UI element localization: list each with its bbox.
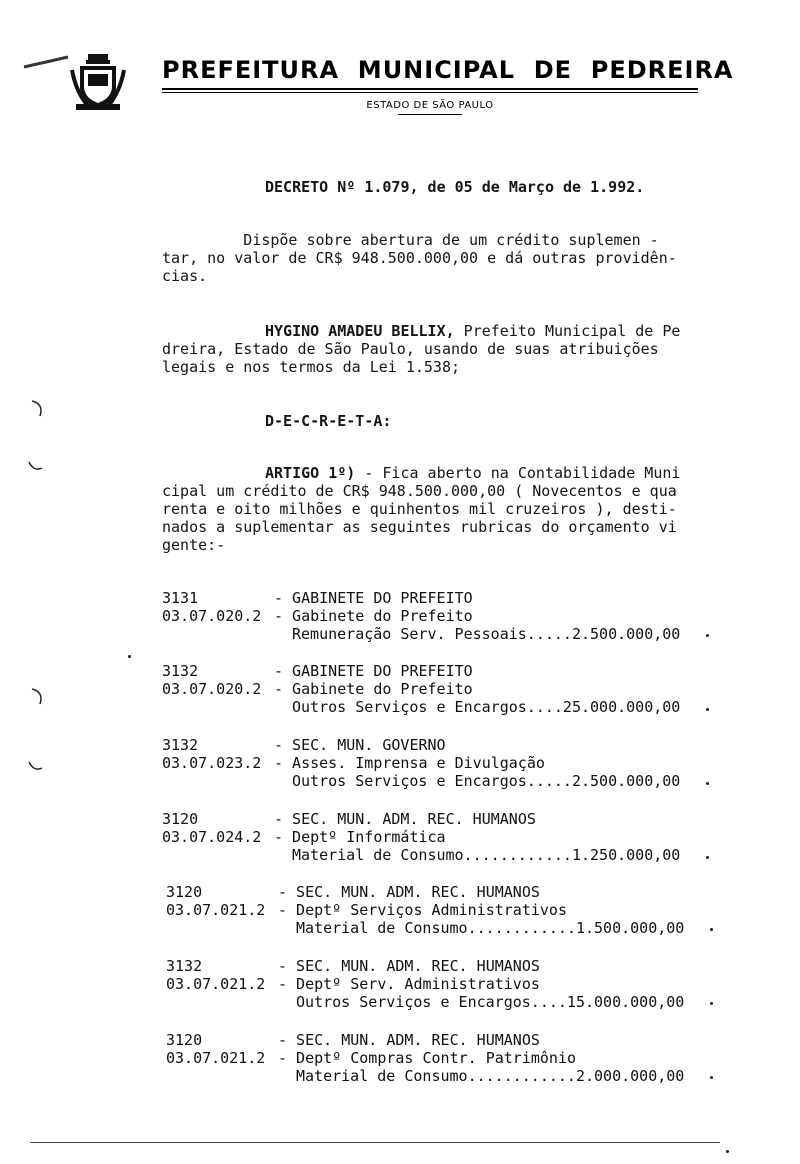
rubric-code: 3120	[166, 1031, 203, 1049]
rubric-1	[162, 589, 722, 643]
mayor-name: HYGINO AMADEU BELLIX,	[265, 322, 455, 340]
rubric-code: 3132	[162, 736, 199, 754]
summary-line-1: Dispõe sobre abertura de um crédito suplemen -	[162, 231, 659, 249]
rubric-2	[162, 662, 722, 716]
rubric-7	[166, 1031, 726, 1085]
letterhead-state-underline	[398, 114, 462, 115]
speck	[128, 655, 131, 658]
rubric-item: Outros Serviços e Encargos.....2.500.000,00	[292, 772, 681, 790]
preamble-line-2: dreira, Estado de São Paulo, usando de suas atribuições	[162, 340, 659, 358]
preamble-line-3: legais e nos termos da Lei 1.538;	[162, 358, 461, 376]
speck	[706, 708, 709, 711]
rubric-code: 3132	[166, 957, 203, 975]
rubric-item: Outros Serviços e Encargos....15.000.000,00	[296, 993, 685, 1011]
rubric-item: Material de Consumo............1.500.000,00	[296, 919, 685, 937]
speck	[706, 782, 709, 785]
rubric-program: 03.07.021.2	[166, 1049, 266, 1067]
rubric-unit: - SEC. MUN. ADM. REC. HUMANOS	[278, 1031, 540, 1049]
preamble-line-1: Prefeito Municipal de Pe	[454, 322, 681, 340]
article-first-line	[265, 464, 680, 482]
punch-hole-mark-icon	[28, 398, 48, 420]
speck	[726, 1150, 729, 1153]
rubric-unit: - GABINETE DO PREFEITO	[274, 589, 473, 607]
rubric-activity: - Deptº Informática	[274, 828, 446, 846]
letterhead-state: ESTADO DE SÃO PAULO	[366, 100, 494, 111]
summary-line-3: cias.	[162, 267, 208, 285]
decreta-heading: D-E-C-R-E-T-A:	[265, 412, 392, 430]
rubric-program: 03.07.024.2	[162, 828, 262, 846]
article-line-5: gente:-	[162, 536, 226, 554]
rubric-code: 3132	[162, 662, 199, 680]
rubric-program: 03.07.020.2	[162, 607, 262, 625]
preamble-first-line	[265, 322, 680, 340]
speck	[706, 634, 709, 637]
speck	[710, 1076, 713, 1079]
rubric-unit: - GABINETE DO PREFEITO	[274, 662, 473, 680]
rubric-item: Outros Serviços e Encargos....25.000.000,00	[292, 698, 681, 716]
rubric-4	[162, 810, 722, 864]
rubric-code: 3131	[162, 589, 199, 607]
rubric-5	[166, 883, 726, 937]
rubric-activity: - Asses. Imprensa e Divulgação	[274, 754, 545, 772]
rubric-program: 03.07.021.2	[166, 901, 266, 919]
summary-line-2: tar, no valor de CR$ 948.500.000,00 e dá outras providên-	[162, 249, 677, 267]
article-line-1: - Fica aberto na Contabilidade Muni	[355, 464, 681, 482]
punch-hole-mark-icon	[28, 686, 48, 708]
punch-hole-mark-icon	[26, 458, 46, 474]
rubric-activity: - Gabinete do Prefeito	[274, 607, 473, 625]
decree-title: DECRETO Nº 1.079, de 05 de Março de 1.992.	[265, 178, 645, 196]
rubric-6	[166, 957, 726, 1011]
coat-of-arms-icon	[70, 52, 126, 112]
pen-mark-icon	[22, 55, 72, 69]
article-line-2: cipal um crédito de CR$ 948.500.000,00 ( Novecentos e qua	[162, 482, 677, 500]
article-line-4: nados a suplementar as seguintes rubricas do orçamento vi	[162, 518, 677, 536]
letterhead-title: PREFEITURA MUNICIPAL DE PEDREIRA	[162, 56, 734, 84]
rubric-program: 03.07.020.2	[162, 680, 262, 698]
rubric-item: Remuneração Serv. Pessoais.....2.500.000,00	[292, 625, 681, 643]
letterhead-rule	[162, 88, 698, 90]
rubric-activity: - Gabinete do Prefeito	[274, 680, 473, 698]
rubric-unit: - SEC. MUN. ADM. REC. HUMANOS	[278, 883, 540, 901]
rubric-unit: - SEC. MUN. ADM. REC. HUMANOS	[274, 810, 536, 828]
speck	[706, 856, 709, 859]
scan-edge-line	[30, 1142, 720, 1143]
speck	[710, 928, 713, 931]
rubric-activity: - Deptº Serviços Administrativos	[278, 901, 567, 919]
rubric-program: 03.07.023.2	[162, 754, 262, 772]
letterhead-rule-thin	[162, 92, 698, 93]
rubric-unit: - SEC. MUN. GOVERNO	[274, 736, 446, 754]
rubric-code: 3120	[162, 810, 199, 828]
article-label: ARTIGO 1º)	[265, 464, 356, 482]
speck	[710, 1002, 713, 1005]
punch-hole-mark-icon	[26, 758, 46, 774]
rubric-item: Material de Consumo............1.250.000,00	[292, 846, 681, 864]
rubric-3	[162, 736, 722, 790]
rubric-item: Material de Consumo............2.000.000,00	[296, 1067, 685, 1085]
rubric-program: 03.07.021.2	[166, 975, 266, 993]
rubric-code: 3120	[166, 883, 203, 901]
article-line-3: renta e oito milhões e quinhentos mil cruzeiros ), desti-	[162, 500, 677, 518]
rubric-activity: - Deptº Serv. Administrativos	[278, 975, 540, 993]
rubric-activity: - Deptº Compras Contr. Patrimônio	[278, 1049, 577, 1067]
rubric-unit: - SEC. MUN. ADM. REC. HUMANOS	[278, 957, 540, 975]
